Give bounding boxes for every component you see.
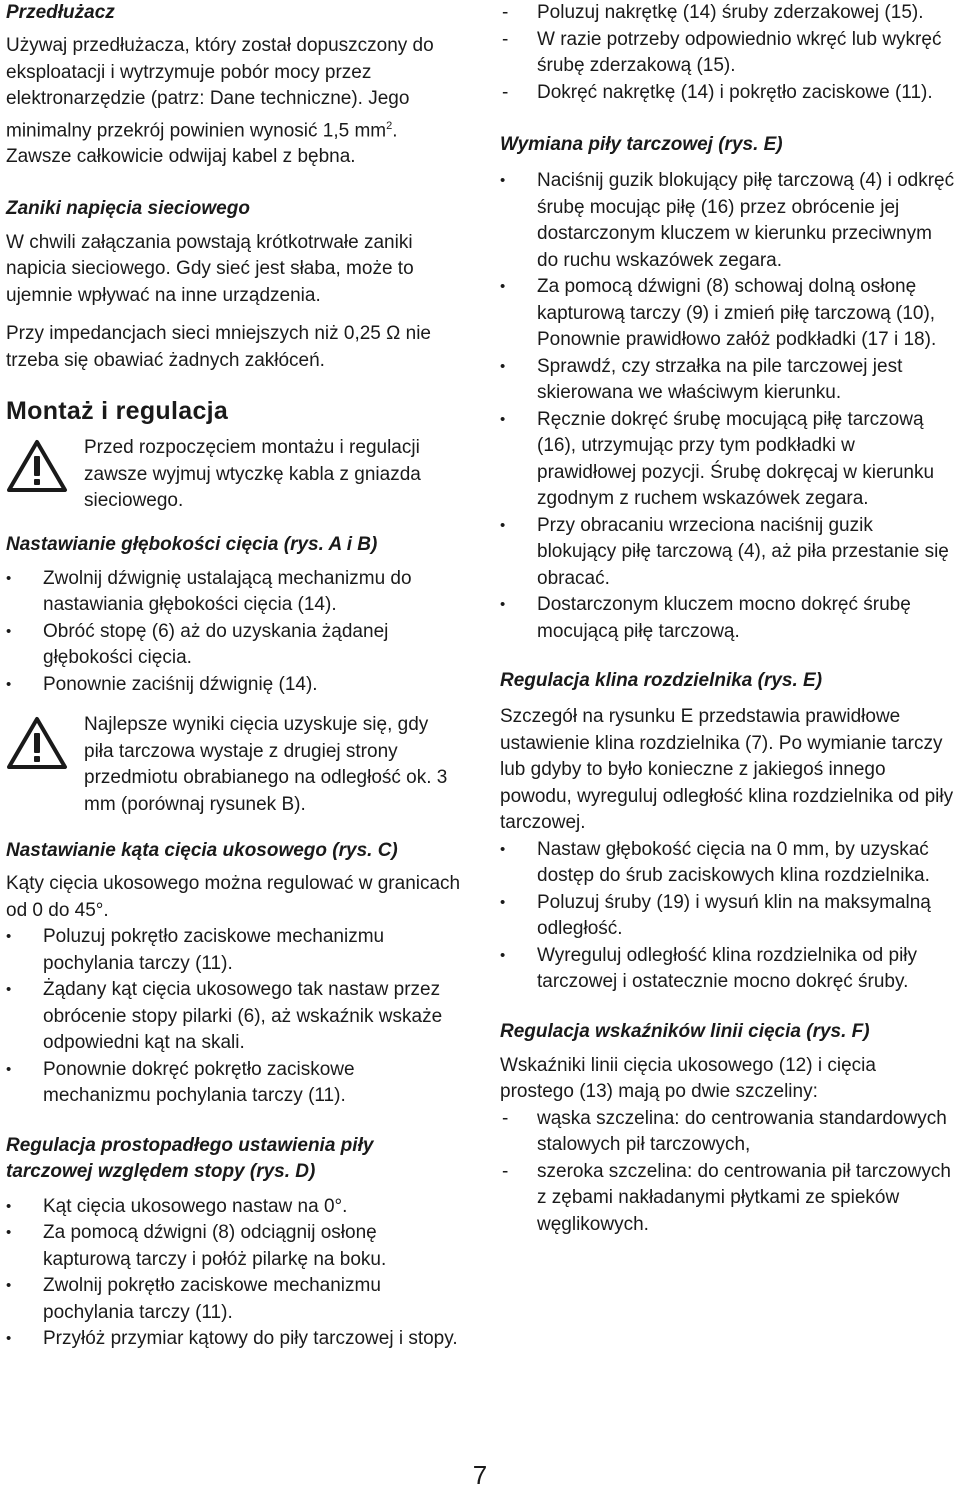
- list-item: • Ręcznie dokręć śrubę mocującą piłę tarczową (16), utrzymując przy tym podkładki w prawidłowej pozycji. Śrubę dokręcaj w kierunku zgodnym z ruchem wskazówek zegara.: [500, 407, 955, 513]
- perpendicular-heading: Regulacja prostopadłego ustawienia piły tarczowej względem stopy (rys. D): [6, 1134, 374, 1182]
- list-item: • Zwolnij pokrętło zaciskowe mechanizmu pochylania tarczy (11).: [6, 1273, 463, 1326]
- list-item: • Nastaw głębokość cięcia na 0 mm, by uzyskać dostęp do śrub zaciskowych klina rozdzielnika.: [500, 837, 955, 890]
- cut-depth-list: [6, 566, 463, 699]
- list-item: • Sprawdź, czy strzałka na pile tarczowej jest skierowana we właściwym kierunku.: [500, 354, 955, 407]
- extension-cord-paragraph: Używaj przedłużacza, który został dopuszczony do eksploatacji i wytrzymuje pobór mocy przez elektronarzędzie (patrz: Dane techniczne). Jego minimalny przekrój powinien wynosić 1,5 $mm^2$. Zawsze całkowicie odwijaj kabel z bębna.: [6, 35, 434, 168]
- warning-triangle-icon: [6, 439, 68, 493]
- list-item: • Wyreguluj odległość klina rozdzielnika od piły tarczowej i ostatecznie mocno dokręć śruby.: [500, 943, 955, 996]
- list-item: • Ponownie zaciśnij dźwignię (14).: [6, 672, 463, 699]
- perpendicular-list: [6, 1194, 463, 1353]
- list-item: • Naciśnij guzik blokujący piłę tarczową (4) i odkręć śrubę mocując piłę (16) przez obrócenie jej dostarczonym kluczem w kierunku przeciwnym do ruchu wskazówek zegara.: [500, 168, 955, 274]
- bevel-angle-list: [6, 924, 463, 1110]
- assembly-heading: Montaż i regulacja: [6, 397, 229, 426]
- list-item: - Poluzuj nakrętkę (14) śruby zderzakowej (15).: [500, 0, 955, 27]
- cut-depth-heading: Nastawianie głębokości cięcia (rys. A i B): [6, 533, 378, 555]
- voltage-drop-paragraph-1: W chwili załączania powstają krótkotrwałe zaniki napicia sieciowego. Gdy sieć jest słaba, może to ujemnie wpływać na inne urządzenia.: [6, 231, 414, 306]
- list-item: • Za pomocą dźwigni (8) odciągnij osłonę kapturową tarczy i połóż pilarkę na boku.: [6, 1220, 463, 1273]
- list-item: • Dostarczonym kluczem mocno dokręć śrubę mocującą piłę tarczową.: [500, 592, 955, 645]
- voltage-drop-paragraph-2: Przy impedancjach sieci mniejszych niż 0,25 Ω nie trzeba się obawiać żadnych zakłóceń.: [6, 323, 431, 371]
- list-item: - szeroka szczelina: do centrowania pił tarczowych z zębami nakładanymi płytkami ze spieków węglikowych.: [500, 1159, 955, 1239]
- riving-knife-list: [500, 837, 955, 996]
- bevel-angle-heading: Nastawianie kąta cięcia ukosowego (rys. C): [6, 840, 398, 862]
- cut-indicator-intro: Wskaźniki linii cięcia ukosowego (12) i cięcia prostego (13) mają po dwie szczeliny:: [500, 1054, 876, 1102]
- riving-knife-heading: Regulacja klina rozdzielnika (rys. E): [500, 670, 823, 691]
- list-item: - wąska szczelina: do centrowania standardowych stalowych pił tarczowych,: [500, 1106, 955, 1159]
- list-item: • Poluzuj śruby (19) i wysuń klin na maksymalną odległość.: [500, 890, 955, 943]
- bevel-angle-intro: Kąty cięcia ukosowego można regulować w granicach od 0 do 45°.: [6, 873, 461, 921]
- squared-superscript: 2: [386, 119, 393, 132]
- list-item: - Dokręć nakrętkę (14) i pokrętło zaciskowe (11).: [500, 80, 955, 107]
- list-item: - W razie potrzeby odpowiednio wkręć lub wykręć śrubę zderzakową (15).: [500, 27, 955, 80]
- list-item: • Żądany kąt cięcia ukosowego tak nastaw przez obrócenie stopy pilarki (6), aż wskaźnik wskaże odpowiedni kąt na skali.: [6, 977, 463, 1057]
- list-item: • Zwolnij dźwignię ustalającą mechanizmu do nastawiania głębokości cięcia (14).: [6, 566, 463, 619]
- list-item: • Przyłóż przymiar kątowy do piły tarczowej i stopy.: [6, 1326, 463, 1353]
- warning-text-2: Najlepsze wyniki cięcia uzyskuje się, gdy piła tarczowa wystaje z drugiej strony przedmiotu obrabianego na odległość ok. 3 mm (porównaj rysunek B).: [84, 714, 448, 815]
- extension-cord-heading: Przedłużacz: [6, 2, 115, 23]
- warning-block-1: [6, 435, 463, 515]
- warning-text-1: Przed rozpoczęciem montażu i regulacji zawsze wyjmuj wtyczkę kabla z gniazda sieciowego.: [84, 437, 421, 512]
- cut-indicator-heading: Regulacja wskaźników linii cięcia (rys. F): [500, 1020, 870, 1042]
- list-item: • Przy obracaniu wrzeciona naciśnij guzik blokujący piłę tarczową (4), aż piła przestanie się obracać.: [500, 513, 955, 593]
- left-column: [6, 0, 463, 1353]
- page-number: 7: [472, 1460, 488, 1490]
- list-item: • Za pomocą dźwigni (8) schowaj dolną osłonę kapturową tarczy (9) i zmień piłę tarczową (10), Ponownie prawidłowo załóż podkładki (17 i 18).: [500, 274, 955, 354]
- list-item: • Poluzuj pokrętło zaciskowe mechanizmu pochylania tarczy (11).: [6, 924, 463, 977]
- riving-knife-intro: Szczegół na rysunku E przedstawia prawidłowe ustawienie klina rozdzielnika (7). Po wymianie tarczy lub gdyby to było konieczne z jakiegoś innego powodu, wyreguluj odległość klina rozdzielnika od piły tarczowej.: [500, 706, 954, 833]
- cut-indicator-list: [500, 1106, 955, 1239]
- warning-triangle-icon: [6, 716, 68, 770]
- list-item: • Obróć stopę (6) aż do uzyskania żądanej głębokości cięcia.: [6, 619, 463, 672]
- right-column: [500, 0, 955, 1238]
- blade-change-heading: Wymiana piły tarczowej (rys. E): [500, 134, 783, 155]
- blade-change-list: [500, 168, 955, 645]
- warning-block-2: [6, 712, 463, 818]
- stop-screw-list: [500, 0, 955, 106]
- list-item: • Ponownie dokręć pokrętło zaciskowe mechanizmu pochylania tarczy (11).: [6, 1057, 463, 1110]
- voltage-drop-heading: Zaniki napięcia sieciowego: [6, 197, 250, 219]
- list-item: • Kąt cięcia ukosowego nastaw na 0°.: [6, 1194, 463, 1221]
